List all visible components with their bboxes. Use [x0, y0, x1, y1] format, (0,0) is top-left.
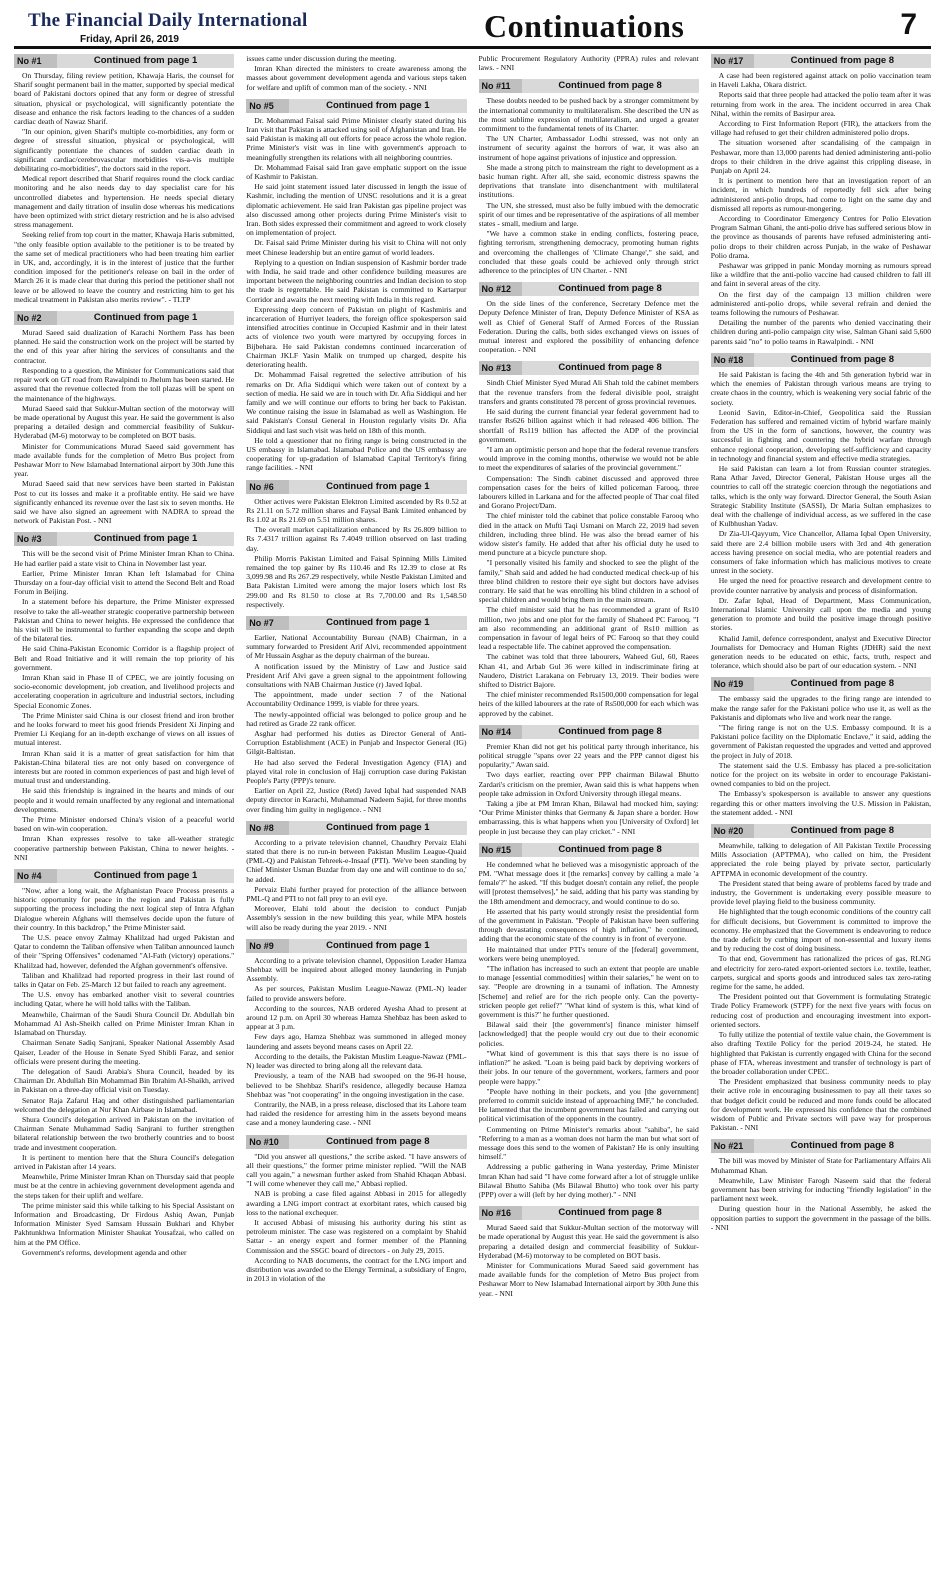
continuation-number: No #7 [246, 616, 289, 630]
article-paragraph: Government's reforms, development agenda and other [22, 1247, 187, 1257]
continuation-number: No #12 [479, 282, 522, 296]
article-continuation [479, 361, 699, 718]
article-paragraph: Previously, a team of the NAB had swooped on the 96-H house, believed to be Shehbaz Sharif's residence, allegedly because Hamza Shehbaz was "not cooperating" in the ongoing investigation in the case. [246, 1071, 467, 1099]
article-paragraph: Philip Morris Pakistan Limited and Faisal Spinning Mills Limited remained the top gainer by Rs 110.46 and Rs 12.39 to close at Rs 3,099.98 and Rs 267.29 respectively, while Nestle Pakistan Limited and Bata Pakistan Limited were among the major losers which lost Rs 299.00 and Rs 81.50 to close at Rs 7,700.00 and Rs 1,548.50 respectively. [246, 553, 467, 609]
article-paragraph: Murad Saeed said that new services have been started in Pakistan Post to cut its losses and make it a profitable entity. He said we have significantly enhanced its revenue over the last six to seven months. He said we have also signed an agreement with NADRA to spread the network of Pakistan Post. - NNI [14, 479, 235, 526]
article-paragraph: Imran Khan said it is a matter of great satisfaction for him that Pakistan-China bilateral ties are not only based on convergence of interests but are rooted in common experiences of past and high level of mutual trust and understanding. [14, 748, 235, 786]
continuation-number: No #19 [711, 677, 754, 691]
continued-from-label: Continued from page 8 [326, 1135, 430, 1147]
article-paragraph: The chief minister said that he has recommended a grant of Rs10 million, two jobs and one plot for the family of Shaheed PC Farooq. "I am also recommending an additional grant of Rs10 million as compensation in favour of legal heirs of PC Farooq so that they could lead a respectable life. The cabinet approved the compensation. [478, 605, 699, 652]
continued-from-label: Continued from page 1 [326, 480, 430, 492]
article-body [14, 886, 234, 1258]
continued-from-label: Continued from page 8 [558, 80, 662, 92]
article-paragraph: Leonid Savin, Editor-in-Chief, Geopolitica said the Russian Federation has suffered and remained victim of hybrid warfare mainly from the US in the form of sanctions, however, the country was successful in fighting and countering the hybrid warfare through enhance regional cooperation, developing self-sufficiency and capacity in technology and financial system and effective media strategies. [710, 407, 931, 463]
article-paragraph: Commenting on Prime Minister's remarks about "sahiba", he said "Referring to a man as a woman does not harm the man but what sort of message does this send to the women of Pakistan? He is only insulting himself." [478, 1124, 699, 1162]
article-paragraph: The President emphasized that business community needs to play their active role in encouraging businessmen to pay all their taxes so that budget deficit could be reduced and more funds could be allocated for development work. He expressed his confidence that the combined wisdom of Public and Private sectors will pave way for prosperous Pakistan. - NNI [710, 1077, 931, 1133]
article-paragraph: The chief minister told the cabinet that police constable Farooq who died in the attack on Mufti Taqi Usmani on March 22, 2019 had seven children, including three blind. He was also the bread earner of his widow sister's family. He added that after his official duty he used to mend puncture at a bicycle puncture shop. [478, 511, 699, 558]
continuation-header [711, 824, 931, 838]
article-paragraph: "I am an optimistic person and hope that the federal revenue transfers would improve in the coming months, otherwise we would not be able to meet the expenditures of salaries of the provincial government." [478, 444, 699, 473]
article-continuation [711, 54, 931, 347]
column-4 [711, 54, 931, 1572]
article-continuation [479, 282, 699, 355]
article-paragraph: During question hour in the National Assembly, he asked the opposition parties to support the government in the passage of the bills. - NNI [710, 1204, 931, 1232]
continuation-header [14, 532, 234, 546]
article-paragraph: Sindh Chief Minister Syed Murad Ali Shah told the cabinet members that the revenue transfers from the federal divisible pool, straight transfers and grants constituted 78 percent of gross provincial revenues. [478, 378, 699, 406]
article-paragraph: Other actives were Pakistan Elektron Limited ascended by Rs 0.52 at Rs 21.11 on 5.72 million shares and Faysal Bank Limited enhanced by Rs 1.02 at Rs 21.69 on 5.51 million shares. [246, 496, 467, 524]
continuation-number: No #2 [14, 311, 57, 325]
article-body [711, 694, 931, 818]
article-paragraph: Minister for Communications Murad Saeed said government has made available funds for the completion of Metro Bus project from Peshawar Morr to New Islamabad International airport by 30th June this year. [14, 441, 235, 479]
article-paragraph: The newly-appointed official was belonged to police group and he had retired as Grade 22 rank officer. [246, 709, 467, 728]
continued-from-label: Continued from page 8 [790, 678, 895, 690]
article-paragraph: Khalid Jamil, defence correspondent, analyst and Executive Director Journalists for Democracy and Human Rights (JDHR) said the next generation needs to be educated on ethic, facts, truth, respect and tolerance, which should also be part of our education system. - NNI [710, 633, 931, 671]
continuation-number: No #11 [479, 79, 522, 93]
continuation-number: No #13 [479, 361, 522, 375]
article-paragraph: "Now, after a long wait, the Afghanistan Peace Process presents a historic opportunity for peace in the region and Pakistan is fully supporting the process including the next logical step of Intra Afghan Dialogue wherein Afghans will themselves decide upon the future of their country. In this backdrop," the Prime Minister said. [14, 886, 235, 932]
article-continuation [479, 79, 699, 276]
article-paragraph: He asserted that his party would strongly resist the presidential form of the government in Pakistan. "People of Pakistan have been suffering through devastating consequences of high inflation," he continued, adding that the economic state of the country is in front of everyone. [478, 906, 699, 944]
continuation-number: No #18 [711, 353, 754, 367]
article-paragraph: He said Pakistan is facing the 4th and 5th generation hybrid war in which the enemies of Pakistan through various means are trying to create chaos in the country, which is weakening very social fabric of the society. [710, 369, 931, 407]
issue-date: Friday, April 26, 2019 [80, 34, 179, 45]
article-body [479, 860, 699, 1200]
article-paragraph: According to NAB documents, the contract for the LNG import and distribution was awarded to the Elengy Terminal, a subsidiary of Engro, in 2013 in violation of the [246, 1255, 467, 1284]
continuation-number: No #3 [14, 532, 57, 546]
continued-from-label: Continued from page 1 [93, 312, 198, 324]
article-paragraph: She made a strong pitch to mainstream the right to development as a basic human right. After all, she said, economic distress spawns the deprivations that translate into disenchantment with multilateral institutions. [478, 162, 699, 200]
article-paragraph: According to the sources, NAB ordered Ayesha Ahad to present at around 12 p.m. on April 30 whereas Hamza Shehbaz has been asked to appear at 3 p.m. [246, 1003, 467, 1032]
article-paragraph: "I personally visited his family and shocked to see the plight of the family," Shah said and added he had conducted medical check-up of his three blind children to restore their eye sight but doctors have advises contrary. He said that he was enrolling his blind children in a school of special children and would bring them in the main stream. [478, 558, 699, 605]
article-body [246, 1152, 466, 1285]
article-paragraph: He said during the current financial year federal government had to transfer Rs626 billion against which it had released 406 billion. The shortfall of Rs119 billion has affected the ADP of the provincial government. [478, 407, 699, 444]
article-paragraph: Meanwhile, talking to delegation of All Pakistan Textile Processing Mills Association (APTPMA), who called on him, the President appreciated the role being played by private sector, particularly APTPMA in economic development of the country. [710, 841, 931, 878]
continued-from-label: Continued from page 1 [326, 99, 430, 111]
article-paragraph: "The inflation has increased to such an extent that people are unable to manage [essential commodities] within their salaries," he went on to say. "People are drowning in a tsunami of inflation. The Amnesty [Scheme] and relief are for the rich people only. Can the poverty-stricken people get relief?" "What kind of system is this, what kind of government is this?" he further questioned. [478, 964, 699, 1020]
article-paragraph: The situation worsened after scandalising of the campaign in Peshawar, more than 13,000 parents had denied administering anti-polio drops to their children in the drive against this crippling disease, in Punjab on April 24. [710, 138, 931, 176]
article-paragraph: Meanwhile, Chairman of the Saudi Shura Council Dr. Abdullah bin Mohammad Al Ash-Sheikh called on Prime Minister Imran Khan in Islamabad on Thursday. [14, 1009, 235, 1038]
article-paragraph: Minister for Communications Murad Saeed said government has made available funds for the completion of Metro Bus project from Peshawar Morr to New Islamabad International airport by 30th June this year. - NNI [478, 1260, 699, 1298]
article-continuation [711, 353, 931, 672]
article-body [14, 328, 234, 526]
continuation-number: No #4 [14, 869, 57, 883]
article-paragraph: Moreover, Elahi told about the decision to conduct Punjab Assembly's session in the new building this year, while MPA hostels will also be ready during the year 2019. - NNI [246, 904, 467, 932]
article-paragraph: On the first day of the campaign 13 million children were administered anti-polio drops, while several refrain and denied the teams following the rumours of Peshawar. [710, 289, 931, 318]
article-paragraph: Premier Khan did not get his political party through inheritance, his political struggle "spans over 22 years and the PPP cannot digest his popularity," Awan said. [478, 741, 699, 770]
continued-from-label: Continued from page 1 [326, 616, 430, 628]
article-paragraph: He had also served the Federal Investigation Agency (FIA) and played vital role in conclusion of Hajj corruption case during Pakistan People's Party (PPP)'s tenure. [246, 757, 467, 786]
article-paragraph: The appointment, made under section 7 of the National Accountability Ordinance 1999, is viable for three years. [246, 690, 467, 709]
continuation-header [711, 677, 931, 691]
article-paragraph: It is pertinent to mention here that the Shura Council's delegation arrived in Pakistan after 14 years. [14, 1152, 235, 1171]
article-body [711, 370, 931, 672]
article-paragraph: Reports said that three people had attacked the polio team after it was returning from work in the area. The incident occurred in area Chak Nihal, within the remits of Basirpur area. [710, 90, 931, 118]
article-paragraph: To that end, Government has rationalized the prices of gas, RLNG and electricity for zero-rated export-oriented sectors i.e. textile, leather, carpets, surgical and sports goods and introduced sales tax zero-rating regime for the same, he added. [710, 954, 931, 992]
article-paragraph: Shura Council's delegation arrived in Pakistan on the invitation of Chairman Senate Muhammad Sadiq Sanjrani to further strengthen bilateral relationship between the two brotherly countries and to boost trade and investment cooperation. [14, 1114, 235, 1152]
page-number: 7 [900, 8, 917, 41]
continuation-header [711, 1139, 931, 1153]
article-continuation [246, 1135, 466, 1285]
article-continuation [14, 311, 234, 526]
article-paragraph: The Prime Minister said China is our closest friend and iron brother and he looks forward to meet his good friends President Xi Jinping and Premier Li Keqiang for an in-depth exchange of views on all issues of mutual interest. [14, 710, 235, 748]
article-paragraph: Earlier on April 22, Justice (Retd) Javed Iqbal had suspended NAB deputy director in Karachi, Muhammad Nadeem Sajid, for three months over finding him guilty in negligence. - NNI [246, 786, 467, 814]
article-paragraph: The UN Charter, Ambassador Lodhi stressed, was not only an instrument of security against the horrors of war, it was also an instrument of hope against privations of injustice and oppression. [478, 134, 699, 162]
article-paragraph: Imran Khan directed the ministers to create awareness among the masses about government development agenda and various steps taken for welfare and uplift of common man of the society. - NNI [246, 64, 467, 92]
article-paragraph: A case had been registered against attack on polio vaccination team in Haveli Lakha, Okara district. [710, 71, 931, 90]
article-paragraph: Taking a jibe at PM Imran Khan, Bilawal had mocked him, saying: "Our Prime Minister thinks that Germany & Japan share a border. How embarrassing, this is what happens when you [University of Oxford] let people in just because they can play cricket." - NNI [478, 799, 699, 836]
continuation-number: No #17 [711, 54, 754, 68]
article-paragraph: The President pointed out that Government is formulating Strategic Trade Policy Framework (STPF) for the next five years with focus on reducing cost of production and encouraging investment into export-oriented sectors. [710, 992, 931, 1029]
article-continuation [479, 1206, 699, 1299]
continuation-header [14, 869, 234, 883]
article-continuation [246, 54, 466, 93]
article-continuation [711, 1139, 931, 1233]
continued-from-label: Continued from page 8 [790, 1140, 895, 1152]
article-paragraph: He told a questioner that no firing range is being constructed in the US embassy in Islamabad. Islamabad Police and the US embassy are cooperating for up-gradation of Islamabad Capital Territory's firing range facilities. - NNI [246, 435, 467, 473]
article-paragraph: The statement said the U.S. Embassy has placed a pre-solicitation notice for the project on its website in order to encourage Pakistani-owned companies to bid on the project. [710, 760, 931, 789]
article-paragraph: issues came under discussion during the meeting. [246, 54, 397, 63]
article-paragraph: To fully utilize the potential of textile value chain, the Government is also drafting Textile Policy for the period 2019-24, he stated. He highlighted that Pakistan is currently engaged with China for the second phase of FTA, whereas investment and transfer of technology is part of the broader collaboration under CPEC. [710, 1030, 931, 1076]
article-body [246, 116, 466, 474]
column-2 [246, 54, 466, 1572]
continuation-number: No #5 [246, 99, 289, 113]
article-continuation [246, 99, 466, 474]
article-continuation [14, 532, 234, 863]
article-paragraph: "What kind of government is this that says there is no issue of inflation?" he asked. "Loan is being paid back by depriving workers of their jobs. In our tenure of the government, workers, farmers and poor people were happy." [478, 1048, 699, 1086]
continued-from-label: Continued from page 8 [558, 843, 662, 855]
continuation-header [14, 311, 234, 325]
article-paragraph: He said China-Pakistan Economic Corridor is a flagship project of Belt and Road Initiative and it will remain the top priority of his government. [14, 644, 235, 672]
continuation-header [479, 725, 699, 739]
article-paragraph: On Thursday, filing review petition, Khawaja Haris, the counsel for Sharif sought permanent bail in the matter, supported by special medical board of Pakistani doctors opined that any form or degree of stressful situation, physical or psychological, will significantly potentiate the disease and enhance the risk factors leading to the chances of a sudden cardiac death of Nawaz Sharif. [14, 71, 235, 127]
article-continuation [14, 54, 234, 305]
article-body [479, 378, 699, 718]
article-paragraph: He condemned what he believed was a misogynistic approach of the PM. "What message does it [the remarks] convey by calling a male 'a female'?" he asked. "If this budget doesn't contain any relief, the people will [protest themselves]," he said, adding that his party was standing by the 18th amendment and democracy, and would continue to do so. [478, 859, 699, 906]
article-continuation [711, 677, 931, 818]
article-paragraph: These doubts needed to be pushed back by a stronger commitment by the international community to multilateralism. She described the UN as the most sublime expression of multilateralism, and urged a greater commitment to the fundamental tenets of its Charter. [478, 96, 699, 134]
article-paragraph: Replying to a question on Indian suspension of Kashmir border trade with India, he said trade and other confidence building measures are important between the neighboring countries and Indian decision to stop the trade is regrettable. He said Pakistan is committed to Kartarpur Corridor and awaits the next meeting with India in this regard. [246, 257, 467, 304]
article-paragraph: Compensation: The Sindh cabinet discussed and approved three compensation cases for the heirs of killed policeman Farooq, three labourers killed in Larkana and for the affected people of Thar coal filed and Gorano Project/Dam. [478, 473, 699, 511]
continued-from-label: Continued from page 8 [558, 283, 662, 295]
article-paragraph: The prime minister said this while talking to his Special Assistant on Information and Broadcasting, Dr Firdous Ashiq Awan, Punjab Information Minister Syed Samsam Hussain Bukhari and Khyber Pakhtunkhwa Information Minister Shaukat Yousafzai, who called on him at the PM Office. [14, 1200, 235, 1247]
article-body [479, 1223, 699, 1299]
article-paragraph: Seeking relief from top court in the matter, Khawaja Haris submitted, "the only feasible option available to the petitioner is to be treated by the same set of medical practitioners who had been treating him earlier in UK, and, accordingly, it is in the interest of justice that the further condition imposed for the petitioner's release on bail in the order of March 26 it is made clear that during this period the petitioner shall not leave or be allowed to leave the country and restricting him to get his medical treatment in Pakistan also merits review". - TLTP [14, 230, 235, 304]
continuation-number: No #15 [479, 843, 522, 857]
article-paragraph: "The firing range is not on the U.S. Embassy compound. It is a Pakistani police facility on the Diplomatic Enclave," it said, adding the government of Pakistan requested the upgrades and vetted and approved the project in July of 2018. [710, 723, 931, 760]
article-paragraph: He maintained that under PTI's tenure of the [federal] government, workers were being unemployed. [478, 944, 699, 963]
continued-from-label: Continued from page 1 [93, 870, 198, 882]
continuation-header [246, 480, 466, 494]
article-body [479, 54, 699, 73]
article-paragraph: Chairman Senate Sadiq Sanjrani, Speaker National Assembly Asad Qaiser, Leader of the House in Senate Syed Shibli Faraz, and senior officials were present during the meeting. [14, 1038, 235, 1066]
article-paragraph: According to Coordinator Emergency Centres for Polio Elevation Program Salman Ghani, the anti-polio drive has suffered serious blow in the province as thousands of parents have refused administering anti-polio drops to their children across Punjab, in the wake of Peshawar Polio drama. [710, 214, 931, 260]
article-paragraph: Few days ago, Hamza Shehbaz was summoned in alleged money laundering and assets beyond means cases on April 22. [246, 1032, 467, 1051]
article-paragraph: It is pertinent to mention here that an investigation report of an incident, in which hundreds of reportedly fell sick after being administered anti-polio drops, had come to light on the same day and dismissed all reports as rumour-mongering. [710, 176, 931, 213]
article-paragraph: The U.S. peace envoy Zalmay Khalilzad had urged Pakistan and Qatar to condemn the Taliban offensive when Taliban announced launch of their "Spring Offensives" codenamed "Al-Fath (victory) operations." Khalilzad had, however, defended the Afghan government's offensive. [14, 933, 235, 970]
article-body [246, 956, 466, 1129]
article-paragraph: A notification issued by the Ministry of Law and Justice said President Arif Alvi gave a green signal to the appointment following consultations with NAB Chairman Justice (r) Javed Iqbal. [246, 661, 467, 689]
article-paragraph: Pervaiz Elahi further prayed for protection of the alliance between PML-Q and PTI to not fall prey to an evil eye. [246, 884, 467, 904]
continuation-header [246, 616, 466, 630]
article-paragraph: Dr. Zafar Iqbal, Head of Department, Mass Communication, International Islamic University call upon the media and young generation to promote and build the positive image through positive stories. [710, 595, 931, 633]
continuation-header [479, 79, 699, 93]
continued-from-label: Continued from page 1 [326, 821, 430, 833]
article-paragraph: Dr. Faisal said Prime Minister during his visit to China will not only meet Chinese leadership but an entire gamut of world leaders. [246, 238, 467, 257]
article-paragraph: Dr Zia-Ul-Qayyum, Vice Chancellor, Allama Iqbal Open University, said there are 2.4 billion mobile users with 3rd and 4th generation access having presence on social media, who are potential readers and consumers of fake information which has malicious motives to create unrest in the society. [710, 529, 931, 576]
article-body [246, 633, 466, 815]
continued-from-label: Continued from page 1 [326, 939, 430, 951]
article-body [711, 1156, 931, 1233]
continuation-number: No #14 [479, 725, 522, 739]
article-paragraph: This will be the second visit of Prime Minister Imran Khan to China. He had earlier paid a state visit to China in November last year. [14, 549, 235, 568]
article-body [479, 96, 699, 276]
article-body [14, 71, 234, 305]
article-paragraph: Contrarily, the NAB, in a press release, disclosed that its Lahore team had raided the residence for arresting him in the assets beyond means case and a money laundering case. - NNI [246, 1099, 467, 1128]
article-body [14, 549, 234, 863]
article-paragraph: Meanwhile, Law Minister Farogh Naseem said that the federal government has been striving for inducting "friendly legislation" in the parliament next week. [710, 1175, 931, 1204]
continuation-number: No #20 [711, 824, 754, 838]
newspaper-name: The Financial Daily International [28, 10, 308, 31]
article-continuation [479, 725, 699, 837]
article-continuation [479, 54, 699, 73]
article-paragraph: The cabinet was told that three labourers, Waheed Gul, 60, Raees Khan 41, and Arbab Gul 36 were killed in indiscriminate firing at Naudero, District Larakana on February 13, 2019. Their bodies were shifted to District Bajore. [478, 652, 699, 689]
continuation-header [14, 54, 234, 68]
continuation-header [711, 54, 931, 68]
column-3 [479, 54, 699, 1572]
article-paragraph: As per sources, Pakistan Muslim League-Nawaz (PML-N) leader failed to provide answers before. [246, 984, 467, 1003]
article-paragraph: Murad Saeed said dualization of Karachi Northern Pass has been planned. He said the construction work on the project will be started by the end of this year after hiring the services of consultants and the contractor. [14, 328, 235, 365]
continued-from-label: Continued from page 8 [790, 825, 895, 837]
article-continuation [479, 843, 699, 1200]
continuation-header [479, 1206, 699, 1220]
article-paragraph: The overall market capitalization enhanced by Rs 26.809 billion to Rs 7.4317 trillion against Rs 7.4049 trillion observed on last trading day. [246, 525, 467, 553]
continuation-header [246, 939, 466, 953]
article-paragraph: It accused Abbasi of misusing his authority during his stint as petroleum minister. The case was registered on a complaint by Shahid Sattar - an energy expert and former member of the Planning Commission and the SSGC board of directors - on July 29, 2015. [246, 1217, 467, 1255]
article-continuation [711, 824, 931, 1133]
article-paragraph: Senator Raja Zafarul Haq and other distinguished parliamentarian welcomed the delegation at Nur Khan Airbase in Islamabad. [14, 1095, 235, 1114]
article-paragraph: "People have nothing in their pockets, and you [the government] preferred to commit suicide instead of approaching IMF," he concluded. He lamented that the incumbent government has failed and carrying out political victimisation of the opponents in the country. [478, 1086, 699, 1124]
article-continuation [246, 821, 466, 933]
article-paragraph: NAB is probing a case filed against Abbasi in 2015 for allegedly awarding a LNG import contract at exorbitant rates, which caused big loss to the national exchequer. [246, 1189, 467, 1217]
continuation-header [246, 99, 466, 113]
article-paragraph: The delegation of Saudi Arabia's Shura Council, headed by its Chairman Dr. Abdullah Bin Mohammad Bin Ibrahim Al-Shaikh, arrived in Pakistan on a three-day official visit on Tuesday. [14, 1066, 235, 1095]
article-paragraph: "In our opinion, given Sharif's multiple co-morbidities, any form or degree of stressful situation, physical or psychological, will significantly potentiate the chances of sudden cardiac death in significant cardiac/cerebrovascular morbidities vis-a-vis multiple debilitating co-morbidities", the doctors said in the report. [14, 127, 235, 174]
article-paragraph: The Embassy's spokesperson is available to answer any questions regarding this or other matters involving the U.S. Mission in Pakistan, the statement added. - NNI [710, 789, 931, 817]
article-paragraph: According to a private television channel, Chaudhry Pervaiz Elahi stated that there is no run-in between Pakistan Muslim League-Quaid (PML-Q) and Pakistan Tehreek-e-Insaaf (PTI). 'We've been standing by Chief Minister Usman Buzdar from day one and will continue to do so,' he added. [246, 837, 467, 884]
article-body [479, 299, 699, 355]
continued-from-label: Continued from page 8 [558, 362, 662, 374]
article-paragraph: Responding to a question, the Minister for Communications said that repair work on GT road from Rawalpindi to Jhelum has been started. He assured that the revenue collected from the toll plazas will be spent on the maintenance of the highways. [14, 365, 235, 403]
article-paragraph: Imran Khan said in Phase II of CPEC, we are jointly focusing on socio-economic development, job creation, and livelihood projects and accelerating cooperation in agriculture and industrial sectors, including Special Economic Zones. [14, 672, 235, 710]
article-columns [14, 54, 931, 1572]
article-paragraph: The Prime Minister endorsed China's vision of a peaceful world based on win-win cooperation. [14, 815, 235, 834]
continuation-number: No #8 [246, 821, 289, 835]
article-continuation [246, 616, 466, 815]
article-paragraph: Earlier, National Accountability Bureau (NAB) Chairman, in a summary forwarded to President Arif Alvi, recommended appointment of Mr Hussain Asghar as the deputy chairman of the bureau. [246, 632, 467, 661]
article-paragraph: "Did you answer all questions," the scribe asked. "I have answers of all their questions," the former prime minister replied. "Will the NAB call you again," a newsman further asked from Shahid Khaqan Abbasi. "I will come whenever they call me," Abbasi replied. [246, 1151, 467, 1189]
article-paragraph: Expressing deep concern of Pakistan on plight of Kashmiris and incarceration of Hurriyet leaders, the foreign office spokesperson said intensified atrocities continue in Occupied Kashmir and in their latest acts of violence two youth were martyred by occupying forces in Bijbehara. He said Pakistan condemns continued incarceration of Chairman JKLF Yasin Malik on trumped up charged, despite his deteriorating health. [246, 304, 467, 370]
article-paragraph: Peshawar was gripped in panic Monday morning as rumours spread like a wildfire that the anti-polio vaccine had caused children to fall ill and faint in several areas of the city. [710, 261, 931, 289]
article-paragraph: The U.S. envoy has embarked another visit to several countries including Qatar, where he will hold talks with the Taliban. [14, 990, 235, 1009]
article-body [246, 54, 466, 93]
article-paragraph: Asghar had performed his duties as Director General of Anti-Corruption Establishment (ACE) in Punjab and Inspector General (IG) Gilgit-Baltistan. [246, 729, 467, 757]
article-paragraph: The President stated that being aware of problems faced by trade and industry, the Government is undertaking every possible measure to provide level playing field to the business community. [710, 878, 931, 907]
article-continuation [246, 480, 466, 610]
continuation-number: No #1 [14, 54, 57, 68]
article-body [246, 497, 466, 610]
article-paragraph: He said this friendship is ingrained in the hearts and minds of our people and it would remain unaffected by any regional and international developments. [14, 786, 235, 814]
article-paragraph: Earlier, Prime Minister Imran Khan left Islamabad for China Thursday on a four-day official visit to attend the Second Belt and Road Forum in Beijing. [14, 568, 235, 597]
article-continuation [14, 869, 234, 1258]
continuation-header [711, 353, 931, 367]
continuation-number: No #10 [246, 1135, 289, 1149]
article-body [246, 838, 466, 933]
article-paragraph: According to the details, the Pakistan Muslim League-Nawaz (PML-N) leader was directed to bring along all the relevant data. [246, 1051, 467, 1071]
article-body [711, 71, 931, 347]
article-paragraph: Imran Khan expresses resolve to take all-weather strategic cooperative partnership between Pakistan, China to newer heights. - NNI [14, 834, 235, 862]
article-paragraph: In a statement before his departure, the Prime Minister expressed resolve to take the all-weather strategic cooperative partnership between Pakistan and China to newer heights. He expressed the confidence that his visit will be instrumental to further expanding the scope and depth of the bilateral ties. [14, 597, 235, 644]
continued-from-label: Continued from page 8 [558, 1207, 662, 1219]
article-paragraph: Murad Saeed said that Sukkur-Multan section of the motorway will be made operational by August this year. He said the government is also preparing a detailed design and commercial feasibility of Sukkur-Hyderabad (M-6) motorway to be completed on BOT basis. [478, 1223, 699, 1260]
continuation-header [479, 361, 699, 375]
article-paragraph: Bilawal said their [the government's] finance minister himself [acknowledged] that the people would cry out due to their economic policies. [478, 1020, 699, 1048]
article-paragraph: Dr. Mohammad Faisal regretted the selective attribution of his remarks on Dr. Afia Siddiqui which were taken out of context by a section of media. He said we are in touch with Dr. Afia Siddiqui and her family and we will continue our efforts to bring her back to Pakistan. We continue raising the issue in Islamabad as well as Washington. He said Pakistan's Consul General in Houston regularly visits Dr. Afia Siddiqui and last such visit was held on 18th of this month. [246, 370, 467, 435]
continuation-header [246, 1135, 466, 1149]
continued-from-label: Continued from page 8 [558, 725, 662, 737]
masthead-rule [14, 46, 931, 49]
article-paragraph: Detailing the number of the parents who denied vaccinating their children during anti-polio campaign city wise, Salman Ghani said 5,600 parents said "no" to polio teams in Rawalpindi. - NNI [710, 318, 931, 346]
continuation-number: No #6 [246, 480, 289, 494]
continued-from-label: Continued from page 8 [790, 55, 895, 66]
article-paragraph: Public Procurement Regulatory Authority (PPRA) rules and relevant laws. - NNI [478, 54, 699, 73]
article-paragraph: The embassy said the upgrades to the firing range are intended to make the range safer for the Pakistani police who use it, as well as the Pakistanis and diplomats who live and work near the range. [710, 694, 931, 722]
article-continuation [246, 939, 466, 1129]
continued-from-label: Continued from page 1 [93, 533, 198, 545]
article-paragraph: He said Pakistan can learn a lot from Russian counter strategies. Rana Athar Javed, Director General, Pakistan House urges all the countries to call off the strategic coercion through the negotiations and talks, which is the only way forward. Director General, the South Asian Strategic Stability Institute (SASSI), Dr Maria Sultan emphasizes to deal with the challenge of individual access, as we suffered in the case of Kulbhushan Yadav. [710, 463, 931, 529]
continuation-number: No #21 [711, 1139, 754, 1153]
article-paragraph: He said joint statement issued later discussed in length the issue of Kashmir, including the mention of UNSC resolutions and it is a great diplomatic achievement. He said Iran Pakistan gas pipeline project was also discussed among other projects during Prime Minister's visit to Iran. Both sides expressed their commitment and agreed to work closely on implementation of project. [246, 182, 467, 238]
article-paragraph: "We have a common stake in ending conflicts, fostering peace, fighting terrorism, strengthening democracy, promoting human rights and overcoming the challenges of 'Climate Change'," she said, and concluded that these goals could be achieved only through strict adherence to the principles of UN Charter. - NNI [478, 229, 699, 276]
article-paragraph: According to a private television channel, Opposition Leader Hamza Shehbaz will be inquired about alleged money laundering in Punjab Assembly. [246, 955, 467, 984]
continuation-header [246, 821, 466, 835]
article-paragraph: Murad Saeed said that Sukkur-Multan section of the motorway will be made operational by August this year. He said the government is also preparing a detailed design and commercial feasibility of Sukkur-Hyderabad (M-6) motorway to be completed on BOT basis. [14, 403, 235, 441]
continued-from-label: Continued from page 8 [790, 353, 895, 365]
article-body [479, 742, 699, 837]
continuation-header [479, 282, 699, 296]
column-1 [14, 54, 234, 1572]
article-paragraph: He urged the need for proactive research and development centre to provide counter narrative by analysis and process of disinformation. [710, 576, 931, 595]
continuation-number: No #9 [246, 939, 289, 953]
article-paragraph: Dr. Mohammad Faisal said Prime Minister clearly stated during his Iran visit that Pakistan is attacked using soil of Afghanistan and Iran. He said Pakistan is making all out efforts for peace across the whole region. Prime Minister's visit was in line with government's approach to meaningfully strengthen its relations with all neighboring countries. [246, 115, 467, 162]
article-paragraph: Addressing a public gathering in Wana yesterday, Prime Minister Imran Khan had said "I have come forward after a lot of struggle unlike Bilawal Bhutto Sahiba (Ms Bilawal Bhutto) who took over his party (PPP) over a will (left by her dying mother)." - NNI [478, 1162, 699, 1199]
article-paragraph: The UN, she stressed, must also be fully imbued with the democratic spirit of our times and be representative of the aspirations of all member states - small, medium and large. [478, 200, 699, 229]
continued-from-label: Continued from page 1 [93, 55, 198, 66]
article-paragraph: The bill was moved by Minister of State for Parliamentary Affairs Ali Muhammad Khan. [710, 1156, 931, 1175]
article-paragraph: Taliban and Khalilzad had reported progress in their last round of talks in Qatar on Feb. 25-March 12 but failed to reach any agreement. [14, 970, 235, 990]
article-paragraph: Medical report described that Sharif requires round the clock cardiac monitoring and he also needs day to day specialist care for his uncontrolled diabetes and hypertension. He needs special dietary management and daily titration of insulin dose whereas his medications have been optimized with strict dietary restriction and he is also advised stress management. [14, 174, 235, 230]
article-body [711, 841, 931, 1133]
article-paragraph: Two days earlier, reacting over PPP chairman Bilawal Bhutto Zardari's criticism on the premier, Awan said this is what happens when people take admission in Oxford University through illegal means. [478, 770, 699, 798]
continuation-number: No #16 [479, 1206, 522, 1220]
article-paragraph: Meanwhile, Prime Minister Imran Khan on Thursday said that people must be at the centre in achieving government development agenda and the steps taken for their uplift and welfare. [14, 1172, 235, 1200]
article-paragraph: The chief minister recommended Rs1500,000 compensation for legal heirs of the killed labourers at the rate of Rs500,000 for each which was approved by the cabinet. [478, 690, 699, 718]
section-title: Continuations [484, 8, 685, 44]
article-paragraph: Dr. Mohammad Faisal said Iran gave emphatic support on the issue of Kashmir to Pakistan. [246, 162, 467, 182]
article-paragraph: On the side lines of the conference, Secretary Defence met the Deputy Defence Minister of Iran, Deputy Defence Minister of KSA as well as Chief of General Staff of Armed Forces of the Russian Federation. During the calls, both sides exchanged views on issues of mutual interest and explored the possibility of enhancing defence cooperation. - NNI [478, 299, 699, 355]
article-paragraph: He highlighted that the tough economic conditions of the country call for difficult decisions, but Government is committed to improve the economy. He emphasized that the Government is endeavoring to reduce the trade deficit by curbing import of non-essential and luxury items and by reducing the cost of doing business. [710, 907, 931, 954]
article-paragraph: According to First Information Report (FIR), the attackers from the village had refused to get their children administered polio drops. [710, 119, 931, 138]
continuation-header [479, 843, 699, 857]
